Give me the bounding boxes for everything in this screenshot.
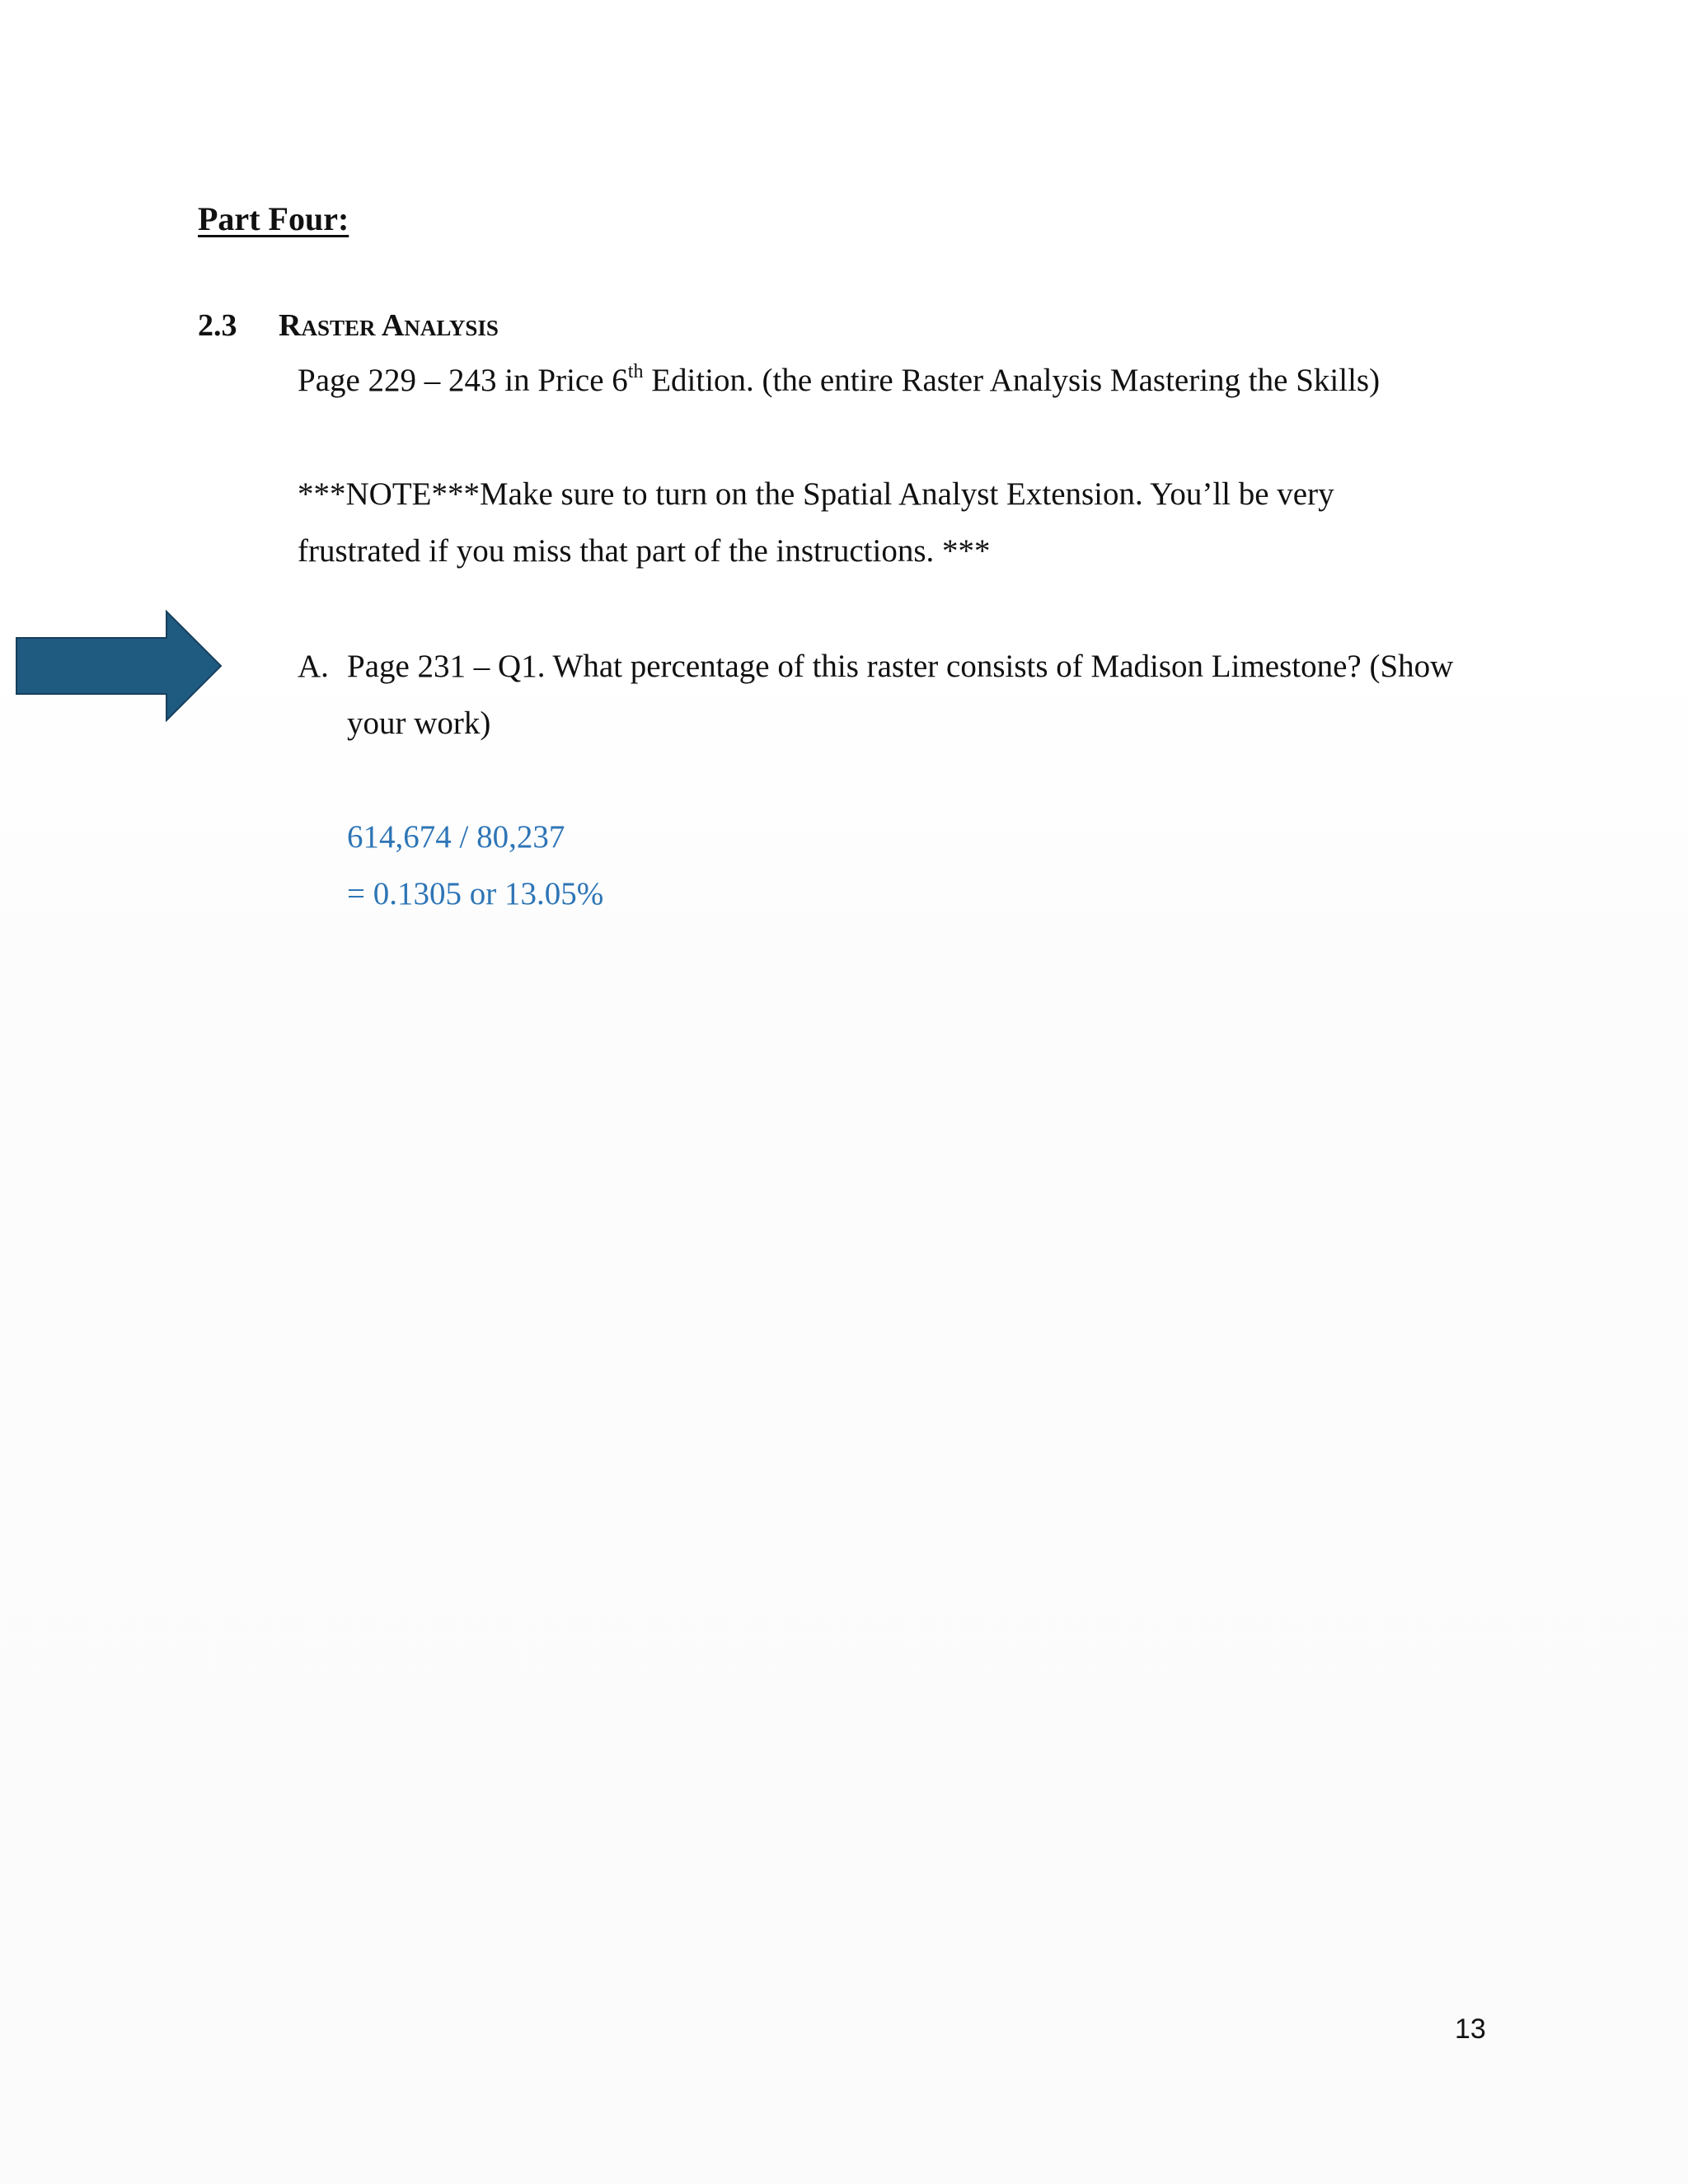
answer-line-2: = 0.1305 or 13.05% bbox=[347, 876, 604, 912]
section-title: Raster Analysis bbox=[279, 308, 499, 343]
right-arrow-icon bbox=[15, 610, 223, 722]
reference-text-tail: Edition. (the entire Raster Analysis Mastering the Skills) bbox=[643, 363, 1381, 398]
reference-superscript: th bbox=[627, 361, 644, 382]
reference-text: Page 229 – 243 in Price 6 bbox=[298, 363, 628, 398]
question-marker: A. bbox=[298, 649, 329, 684]
page-number: 13 bbox=[1455, 2013, 1486, 2045]
section-number: 2.3 bbox=[198, 308, 237, 343]
answer-line-1: 614,674 / 80,237 bbox=[347, 819, 565, 855]
note-line-2: frustrated if you miss that part of the instructions. *** bbox=[298, 533, 991, 569]
note-line-1: ***NOTE***Make sure to turn on the Spatial Analyst Extension. You’ll be very bbox=[298, 476, 1334, 512]
question-line-1: Page 231 – Q1. What percentage of this raster consists of Madison Limestone? (Show bbox=[347, 649, 1454, 684]
part-heading: Part Four: bbox=[198, 200, 349, 237]
reference-line bbox=[298, 359, 1380, 402]
question-line-2: your work) bbox=[347, 705, 491, 741]
